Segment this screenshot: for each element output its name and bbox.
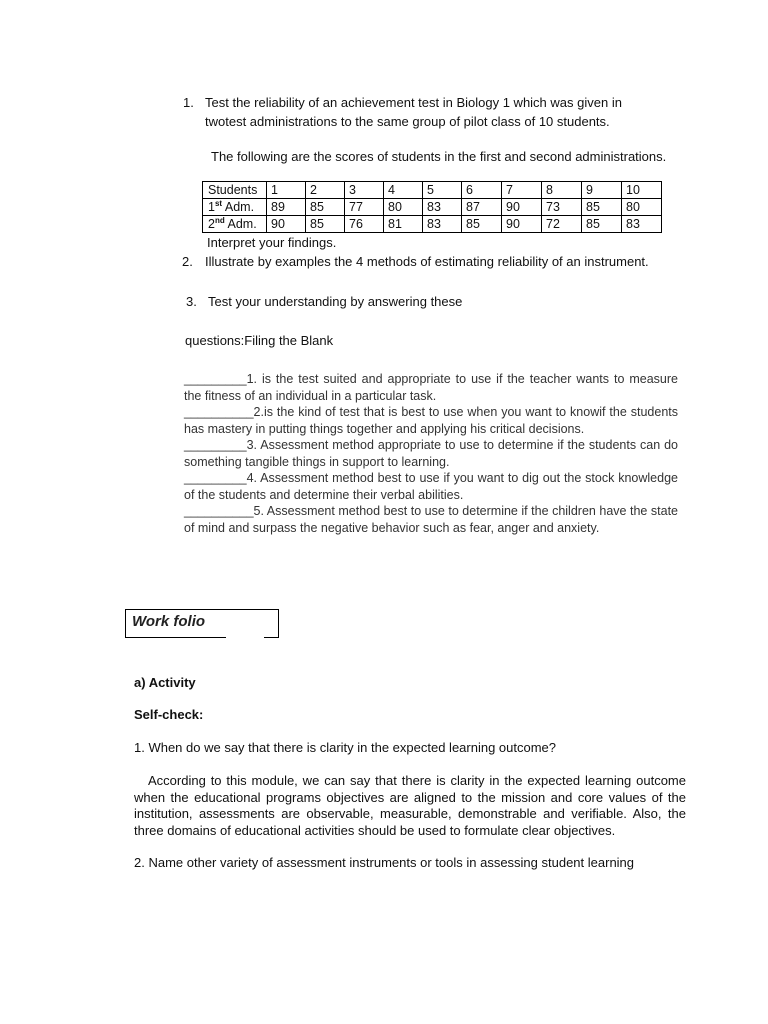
table-cell: 83 [423, 216, 462, 233]
question-1-number: 1. [183, 95, 194, 110]
table-row-first-adm [203, 199, 662, 216]
box-notch [226, 636, 264, 638]
self-check-question-1: 1. When do we say that there is clarity in the expected learning outcome? [134, 740, 557, 755]
table-header-row [203, 182, 662, 199]
question-3-number: 3. [186, 294, 197, 309]
question-3-subtitle: questions:Filing the Blank [185, 333, 334, 348]
table-cell: 85 [306, 216, 345, 233]
blank-item: _________4. Assessment method best to use if you want to dig out the stock knowledge of the students and determine their verbal abilities. [184, 471, 678, 502]
activity-heading: a) Activity [134, 675, 196, 690]
table-header-cell: 8 [542, 182, 582, 199]
table-cell: 76 [345, 216, 384, 233]
table-cell: 81 [384, 216, 423, 233]
table-row-second-adm [203, 216, 662, 233]
row-label-sup: st [214, 199, 223, 208]
table-cell: 73 [542, 199, 582, 216]
table-header-cell: 2 [306, 182, 345, 199]
table-cell: 85 [306, 199, 345, 216]
table-header-cell: 10 [622, 182, 662, 199]
table-cell: 83 [423, 199, 462, 216]
row-label-num: 1 [208, 200, 215, 214]
question-3-text: Test your understanding by answering these [208, 294, 463, 309]
table-cell: 85 [462, 216, 502, 233]
row-label-sup: nd [214, 216, 225, 225]
question-1-line-1: Test the reliability of an achievement test in Biology 1 which was given in [205, 95, 622, 110]
question-2-number: 2. [182, 254, 193, 269]
row-label-num: 2 [208, 217, 215, 231]
table-cell: 87 [462, 199, 502, 216]
scores-table [202, 181, 662, 233]
table-cell: 85 [582, 216, 622, 233]
table-cell: 89 [267, 199, 306, 216]
table-cell: 83 [622, 216, 662, 233]
table-header-cell: Students [203, 182, 267, 199]
fill-in-blanks-list [184, 371, 678, 536]
table-header-cell: 1 [267, 182, 306, 199]
work-folio-title: Work folio [132, 613, 206, 630]
table-cell: 85 [582, 199, 622, 216]
interpret-instruction: Interpret your findings. [207, 235, 337, 250]
table-header-cell: 4 [384, 182, 423, 199]
table-cell: 72 [542, 216, 582, 233]
row-label-second-adm [203, 216, 267, 233]
self-check-heading: Self-check: [134, 707, 204, 722]
table-header-cell: 3 [345, 182, 384, 199]
table-cell: 77 [345, 199, 384, 216]
blank-item: __________2.is the kind of test that is best to use when you want to knowif the students has mastery in putting things together and applying his critical decisions. [184, 405, 678, 436]
work-folio-box [125, 609, 279, 638]
row-label-rest: Adm. [222, 200, 255, 214]
table-header-cell: 6 [462, 182, 502, 199]
table-cell: 80 [384, 199, 423, 216]
blank-item: _________1. is the test suited and appropriate to use if the teacher wants to measure the fitness of an individual in a particular task. [184, 372, 678, 403]
row-label-rest: Adm. [224, 217, 257, 231]
table-cell: 90 [267, 216, 306, 233]
question-2-text: Illustrate by examples the 4 methods of estimating reliability of an instrument. [205, 254, 649, 269]
scores-intro: The following are the scores of students in the first and second administrations. [211, 149, 667, 164]
table-cell: 90 [502, 199, 542, 216]
table-header-cell: 5 [423, 182, 462, 199]
row-label-first-adm [203, 199, 267, 216]
table-header-cell: 7 [502, 182, 542, 199]
blank-item: _________3. Assessment method appropriate to use to determine if the students can do something tangible things in support to learning. [184, 438, 678, 469]
blank-item: __________5. Assessment method best to use to determine if the children have the state of mind and surpass the negative behavior such as fear, anger and anxiety. [184, 504, 678, 535]
table-header-cell: 9 [582, 182, 622, 199]
question-1-line-2: twotest administrations to the same group of pilot class of 10 students. [205, 114, 610, 129]
table-cell: 90 [502, 216, 542, 233]
self-check-question-2: 2. Name other variety of assessment instruments or tools in assessing student learning [134, 855, 635, 870]
self-check-answer-1: According to this module, we can say that there is clarity in the expected learning outcome when the educational programs objectives are aligned to the mission and core values of the institution, assessments are observable, measurable, demonstrable and verifiable. Also, the three domains of educational activities should be used to formulate clear objectives. [134, 773, 686, 838]
table-cell: 80 [622, 199, 662, 216]
